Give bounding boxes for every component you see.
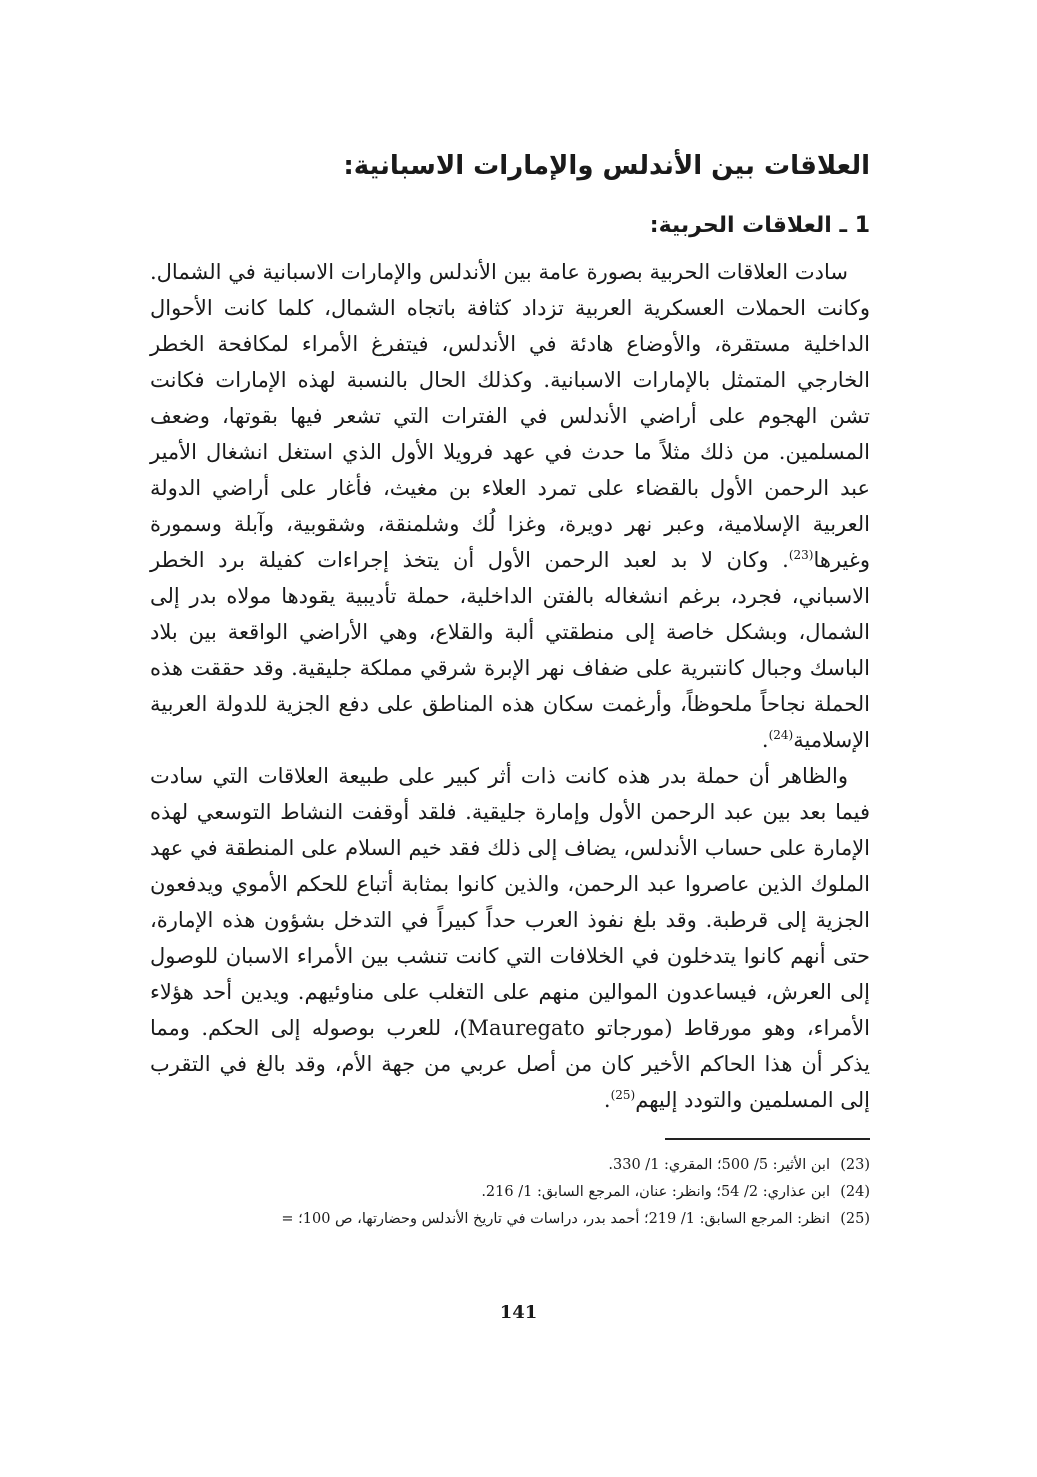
paragraph-2-text-b: . bbox=[603, 1088, 611, 1113]
footnote-number: (23) bbox=[840, 1157, 870, 1174]
paragraph-1 bbox=[150, 254, 870, 758]
paragraph-1-text-c: . bbox=[761, 728, 769, 753]
footnote-divider bbox=[665, 1138, 870, 1140]
footnotes bbox=[150, 1152, 870, 1233]
footnote-text: انظر: المرجع السابق: 1/ 219؛ أحمد بدر، دراسات في تاريخ الأندلس وحضارتها، ص 100؛ = bbox=[281, 1211, 830, 1228]
paragraph-1-text-a: سادت العلاقات الحربية بصورة عامة بين الأندلس والإمارات الاسبانية في الشمال. وكانت الحملات العسكرية العربية تزداد كثافة باتجاه الشمال، كلما كانت الأحوال الداخلية مستقرة، والأوضاع هادئة في الأندلس، فيتفرغ الأمراء لمكافحة الخطر الخارجي المتمثل بالإمارات الاسبانية. وكذلك الحال بالنسبة لهذه الإمارات فكانت تشن الهجوم على أراضي الأندلس في الفترات التي تشعر فيها بقوتها، وضعف المسلمين. من ذلك مثلاً ما حدث في عهد فرويلا الأول الذي استغل انشغال الأمير عبد الرحمن الأول بالقضاء على تمرد العلاء بن مغيث، فأغار على أراضي الدولة العربية الإسلامية، وعبر نهر دويرة، وغزا لُك وشلمنقة، وشقوبية، وآبلة وسمورة وغيرها bbox=[150, 260, 870, 573]
page-content bbox=[150, 150, 870, 1233]
paragraph-2-text-a: والظاهر أن حملة بدر هذه كانت ذات أثر كبير على طبيعة العلاقات التي سادت فيما بعد بين عبد الرحمن الأول وإمارة جليقية. فلقد أوقفت النشاط التوسعي لهذه الإمارة على حساب الأندلس، يضاف إلى ذلك فقد خيم السلام على المنطقة في عهد الملوك الذين عاصروا عبد الرحمن، والذين كانوا بمثابة أتباع للحكم الأموي ويدفعون الجزية إلى قرطبة. وقد بلغ نفوذ العرب حداً كبيراً في التدخل بشؤون هذه الإمارة، حتى أنهم كانوا يتدخلون في الخلافات التي كانت تنشب بين الأمراء الاسبان للوصول إلى العرش، فيساعدون الموالين منهم على التغلب على مناوئيهم. ويدين أحد هؤلاء الأمراء، وهو مورقاط (مورجاتو Mauregato)، للعرب بوصوله إلى الحكم. ومما يذكر أن هذا الحاكم الأخير كان من أصل عربي من جهة الأم، وقد بالغ في التقرب إلى المسلمين والتودد إليهم bbox=[150, 764, 871, 1113]
subsection-heading: 1 ـ العلاقات الحربية: bbox=[649, 212, 870, 238]
footnote-text: ابن الأثير: 5/ 500؛ المقري: 1/ 330. bbox=[608, 1157, 830, 1174]
section-heading: العلاقات بين الأندلس والإمارات الاسبانية: bbox=[343, 151, 870, 181]
footnote-ref-23: (23) bbox=[788, 548, 814, 563]
footnote-text: ابن عذاري: 2/ 54؛ وانظر: عنان، المرجع السابق: 1/ 216. bbox=[481, 1184, 830, 1201]
footnote-23 bbox=[150, 1152, 870, 1179]
footnote-number: (25) bbox=[840, 1211, 870, 1228]
page-number: 141 bbox=[499, 1302, 538, 1323]
footnote-number: (24) bbox=[840, 1184, 870, 1201]
footnote-25 bbox=[150, 1206, 870, 1233]
footnote-ref-25: (25) bbox=[610, 1088, 636, 1103]
body-text bbox=[150, 254, 870, 1118]
footnote-24 bbox=[150, 1179, 870, 1206]
paragraph-2 bbox=[150, 758, 870, 1118]
footnote-ref-24: (24) bbox=[768, 728, 794, 743]
paragraph-1-text-b: . وكان لا بد لعبد الرحمن الأول أن يتخذ إجراءات كفيلة برد الخطر الاسباني، فجرد، برغم انشغاله بالفتن الداخلية، حملة تأديبية يقودها مولاه بدر إلى الشمال، وبشكل خاصة إلى منطقتي ألبة والقلاع، وهي الأراضي الواقعة بين بلاد الباسك وجبال كانتبرية على ضفاف نهر الإبرة شرقي مملكة جليقية. وقد حققت هذه الحملة نجاحاً ملحوظاً، وأرغمت سكان هذه المناطق على دفع الجزية للدولة العربية الإسلامية bbox=[150, 548, 870, 753]
